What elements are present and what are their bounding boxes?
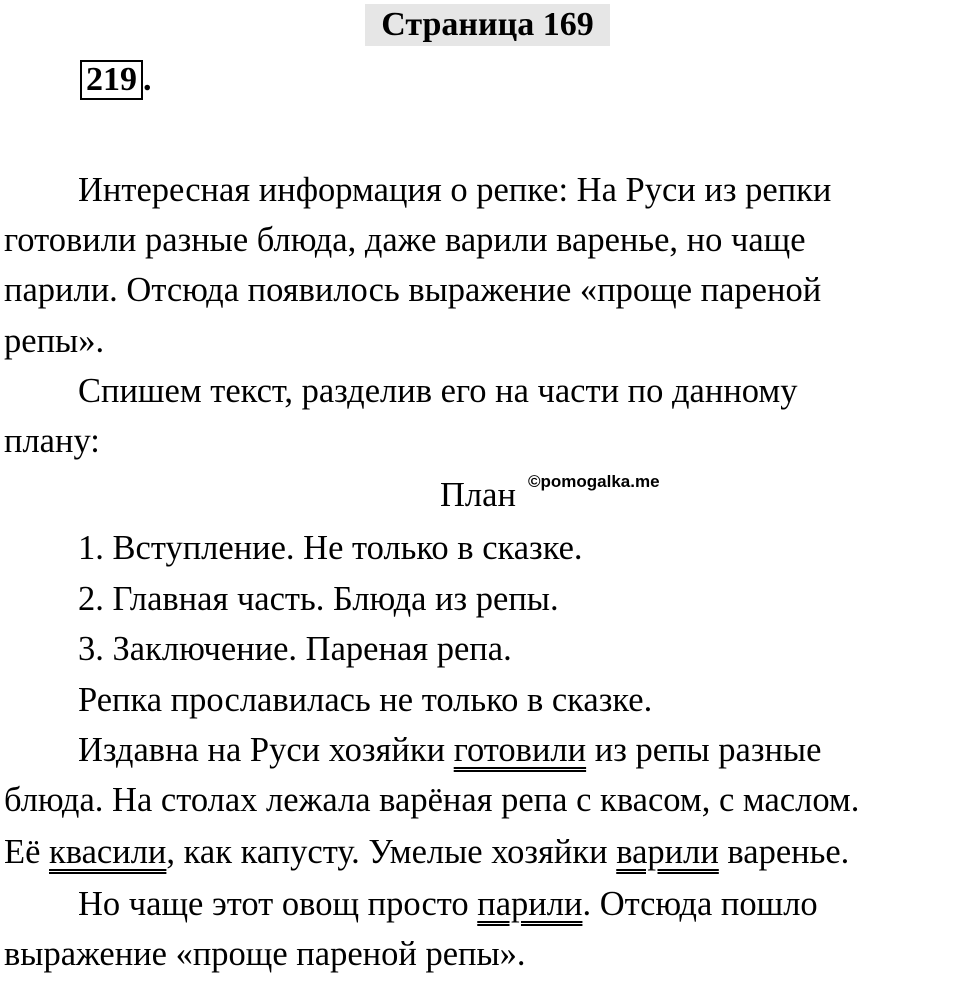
underlined-verb-varili: варили bbox=[616, 833, 719, 871]
story-line-2-a: Издавна на Руси хозяйки bbox=[78, 731, 454, 769]
instruction-line-1: Спишем текст, разделив его на части по данному bbox=[78, 372, 798, 410]
story-line-5-b: . Отсюда пошло bbox=[582, 885, 818, 923]
plan-item-3: 3. Заключение. Пареная репа. bbox=[78, 630, 512, 668]
plan-heading: План bbox=[440, 476, 516, 514]
task-number-dot: . bbox=[143, 61, 152, 98]
story-line-4-c: варенье. bbox=[718, 833, 850, 871]
intro-line-3: парили. Отсюда появилось выражение «проще пареной bbox=[4, 271, 822, 309]
story-line-5 bbox=[78, 877, 960, 931]
task-number bbox=[80, 60, 152, 100]
underlined-verb-kvasili: квасили bbox=[49, 833, 167, 871]
underlined-verb-gotovili: готовили bbox=[453, 731, 587, 769]
intro-line-4: репы». bbox=[4, 322, 105, 360]
intro-line-1: Интересная информация о репке: На Руси из репки bbox=[78, 171, 832, 209]
underlined-verb-parili: парили bbox=[477, 885, 583, 923]
story-line-4-b: , как капусту. Умелые хозяйки bbox=[166, 833, 617, 871]
story-line-1: Репка прославилась не только в сказке. bbox=[78, 681, 653, 719]
story-line-3: блюда. На столах лежала варёная репа с квасом, с маслом. bbox=[4, 781, 860, 819]
task-number-box: 219 bbox=[80, 60, 143, 100]
instruction-line-2: плану: bbox=[4, 422, 100, 460]
intro-line-2: готовили разные блюда, даже варили варенье, но чаще bbox=[4, 221, 806, 259]
story-line-2-b: из репы разные bbox=[586, 731, 822, 769]
story-line-4-a: Её bbox=[4, 833, 50, 871]
page-title: Страница 169 bbox=[365, 4, 610, 46]
plan-item-2: 2. Главная часть. Блюда из репы. bbox=[78, 580, 559, 618]
story-line-4 bbox=[4, 825, 954, 879]
watermark: ©pomogalka.me bbox=[528, 472, 660, 491]
plan-item-1: 1. Вступление. Не только в сказке. bbox=[78, 529, 583, 567]
story-line-6: выражение «проще пареной репы». bbox=[4, 935, 526, 973]
story-line-5-a: Но чаще этот овощ просто bbox=[78, 885, 478, 923]
story-line-2 bbox=[78, 723, 960, 777]
